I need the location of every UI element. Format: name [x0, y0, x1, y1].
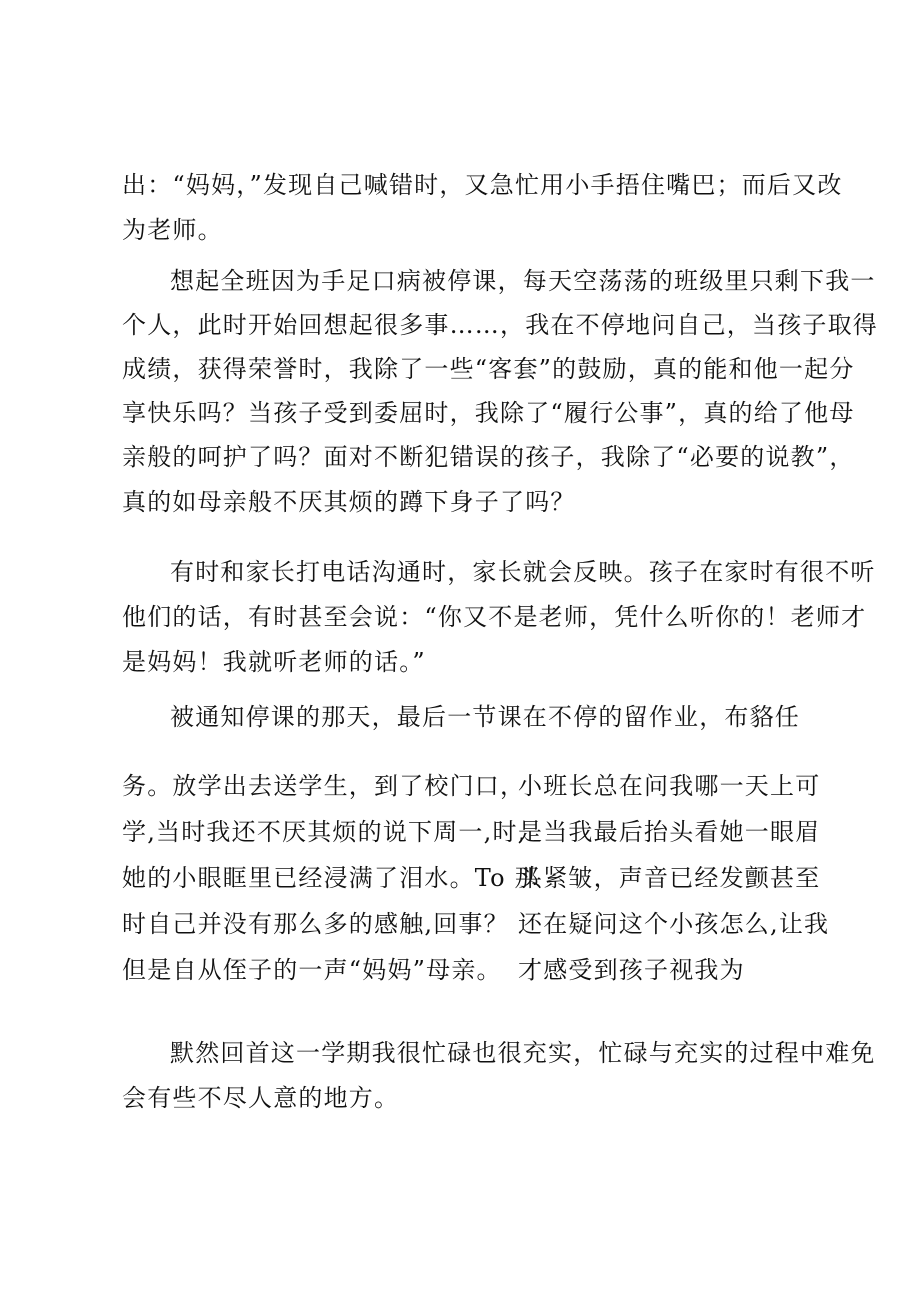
text-line: 成绩，获得荣誉时，我除了一些“客套”的鼓励，真的能和他一起分: [122, 355, 855, 383]
right-column-line: 还在疑问这个小孩怎么,让我: [518, 910, 830, 938]
text-line: 被通知停课的那天，最后一节课在不停的留作业，布貉任: [170, 703, 800, 731]
left-column-line: 但是自从侄子的一声“妈妈”母亲。: [122, 956, 502, 984]
left-column-line: 她的小眼眶里已经浸满了泪水。To 那: [122, 864, 540, 892]
text-line: 个人，此时开始回想起很多事……，我在不停地问自己，当孩子取得: [122, 311, 878, 339]
left-column-line: 务。放学出去送学生，到了校门口，: [122, 772, 526, 800]
text-line: 他们的话，有时甚至会说：“你又不是老师，凭什么听你的！老师才: [122, 603, 867, 631]
text-line: 亲般的呵护了吗？面对不断犯错误的孩子，我除了“必要的说教”，: [122, 443, 855, 471]
text-line: 有时和家长打电话沟通时，家长就会反映。孩子在家时有很不听: [170, 558, 876, 586]
left-column-line: 时自己并没有那么多的感触,回事？: [122, 910, 509, 938]
text-line: 为老师。: [122, 216, 223, 244]
text-line: 享快乐吗？当孩子受到委屈时，我除了“履行公事”，真的给了他母: [122, 399, 855, 427]
right-column-line: 头紧皱，声音已经发颤甚至: [518, 864, 821, 892]
right-column-line: 是当我最后抬头看她一眼眉: [518, 818, 821, 846]
right-column-line: 小班长总在问我哪一天上可: [518, 772, 821, 800]
right-column-line: 才感受到孩子视我为: [518, 956, 745, 984]
text-line: 是妈妈！我就听老师的话。”: [122, 648, 426, 676]
text-line: 会有些不尽人意的地方。: [122, 1084, 400, 1112]
text-line: 出：“妈妈，”发现自己喊错时，又急忙用小手捂住嘴巴；而后又改: [122, 171, 843, 199]
text-line: 想起全班因为手足口病被停课，每天空荡荡的班级里只剩下我一: [170, 267, 876, 295]
text-line: 默然回首这一学期我很忙碌也很充实，忙碌与充实的过程中难免: [170, 1039, 876, 1067]
text-line: 真的如母亲般不厌其烦的蹲下身子了吗？: [122, 488, 576, 516]
left-column-line: 学,当时我还不厌其烦的说下周一,时,: [122, 818, 527, 846]
